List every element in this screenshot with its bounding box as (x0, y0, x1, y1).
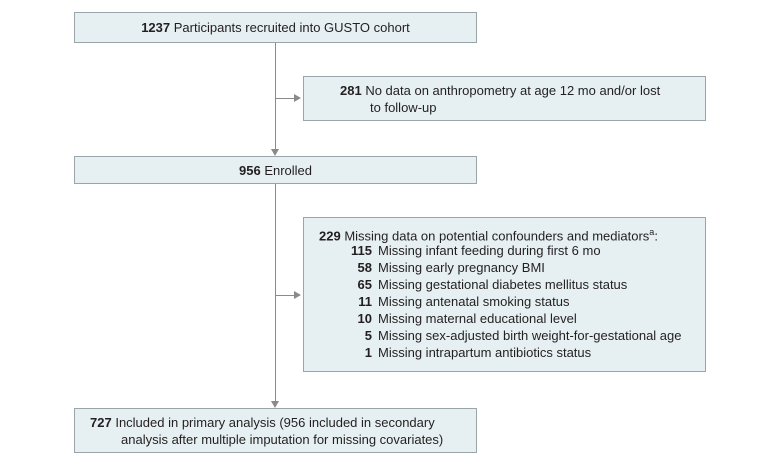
sub-item (344, 344, 591, 361)
connector-branch-1 (275, 98, 295, 99)
exclusion-anthropometry-box (303, 76, 706, 121)
sub-item-count: 115 (351, 243, 372, 258)
included-box (74, 408, 477, 453)
arrow-right-1 (294, 94, 301, 102)
sub-item-count: 58 (357, 260, 372, 275)
sub-item (344, 293, 569, 310)
footnote-marker: a (649, 227, 655, 237)
exclusion-anthropometry-count: 281 (340, 83, 362, 98)
exclusion-anthropometry-line2: to follow-up (370, 100, 437, 115)
sub-item (344, 276, 627, 293)
sub-item-label: Missing sex-adjusted birth weight-for-gestational age (378, 328, 682, 343)
sub-item (344, 327, 682, 344)
sub-item-count: 10 (357, 311, 372, 326)
enrolled-label: Enrolled (264, 163, 313, 178)
sub-item-count: 11 (358, 294, 372, 309)
sub-item (344, 310, 577, 327)
connector-main-1 (275, 43, 276, 150)
arrow-down-2 (271, 401, 279, 408)
included-count: 727 (90, 415, 112, 430)
arrow-down-1 (271, 149, 279, 156)
enrolled-count: 956 (238, 163, 261, 178)
arrow-right-2 (294, 291, 301, 299)
enrolled-box (74, 156, 477, 184)
sub-item (344, 242, 601, 259)
sub-item-label: Missing antenatal smoking status (378, 294, 570, 309)
exclusion-anthropometry-line1: No data on anthropometry at age 12 mo and/or lost (365, 83, 661, 98)
exclusion-covariates-label: Missing data on potential confounders and mediators (344, 228, 650, 244)
sub-item-label: Missing infant feeding during first 6 mo (378, 243, 601, 258)
connector-main-2 (275, 184, 276, 402)
sub-item-label: Missing gestational diabetes mellitus status (378, 277, 628, 292)
connector-branch-2 (275, 295, 295, 296)
included-line1: Included in primary analysis (956 included in secondary (115, 415, 435, 430)
exclusion-covariates-count: 229 (319, 228, 341, 244)
recruited-count: 1237 (141, 20, 171, 35)
exclusion-covariates-suffix: : (654, 228, 658, 244)
sub-item-count: 65 (357, 277, 372, 292)
sub-item-count: 1 (364, 345, 372, 360)
sub-item-count: 5 (364, 328, 372, 343)
exclusion-covariates-box (303, 217, 706, 372)
sub-item-label: Missing early pregnancy BMI (378, 260, 545, 275)
sub-item (344, 259, 545, 276)
included-line2: analysis after multiple imputation for missing covariates) (121, 432, 444, 447)
recruited-label: Participants recruited into GUSTO cohort (173, 20, 410, 35)
sub-item-label: Missing maternal educational level (378, 311, 577, 326)
recruited-box (74, 12, 477, 43)
sub-item-label: Missing intrapartum antibiotics status (378, 345, 592, 360)
